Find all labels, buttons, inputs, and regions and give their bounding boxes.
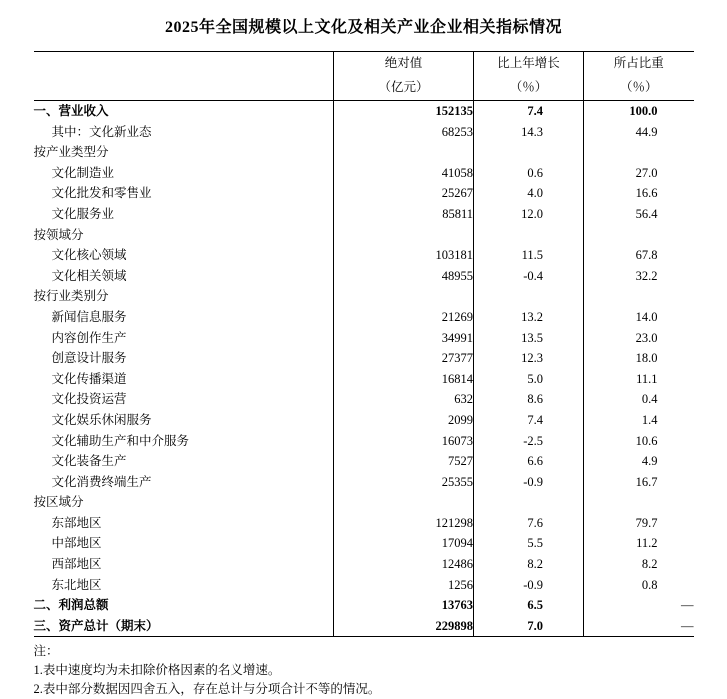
statistics-table <box>34 51 694 637</box>
table-row <box>34 616 694 637</box>
row-growth: 12.0 <box>474 204 584 225</box>
row-label: 新闻信息服务 <box>51 309 127 324</box>
table-row <box>34 225 694 246</box>
table-row <box>34 533 694 554</box>
row-absolute <box>334 286 474 307</box>
row-growth <box>474 492 584 513</box>
row-share: 100.0 <box>584 101 694 122</box>
row-absolute: 68253 <box>334 122 474 143</box>
table-row <box>34 245 694 266</box>
table-row <box>34 266 694 287</box>
row-label: 文化娱乐休闲服务 <box>51 412 152 427</box>
row-growth <box>474 286 584 307</box>
row-share <box>584 225 694 246</box>
header-absolute-value: 绝对值 <box>334 52 474 77</box>
row-absolute: 17094 <box>334 533 474 554</box>
row-growth: 11.5 <box>474 245 584 266</box>
row-growth: 4.0 <box>474 183 584 204</box>
table-row <box>34 389 694 410</box>
table-row <box>34 328 694 349</box>
row-absolute: 121298 <box>334 513 474 534</box>
row-growth: -0.4 <box>474 266 584 287</box>
header-absolute-unit: （亿元） <box>334 76 474 101</box>
row-share: 16.6 <box>584 183 694 204</box>
row-absolute: 21269 <box>334 307 474 328</box>
table-body <box>34 52 694 637</box>
row-label: 文化投资运营 <box>51 392 127 407</box>
notes-line-2: 2.表中部分数据因四舍五入，存在总计与分项合计不等的情况。 <box>33 682 381 697</box>
row-absolute: 12486 <box>334 554 474 575</box>
header-label-cell <box>34 52 334 77</box>
table-row <box>34 513 694 534</box>
row-share: 11.1 <box>584 369 694 390</box>
row-share: 44.9 <box>584 122 694 143</box>
table-row <box>34 410 694 431</box>
row-growth: 5.0 <box>474 369 584 390</box>
row-growth: 12.3 <box>474 348 584 369</box>
row-growth: 6.6 <box>474 451 584 472</box>
row-label: 文化服务业 <box>51 206 115 221</box>
row-share: 0.4 <box>584 389 694 410</box>
table-row <box>34 183 694 204</box>
row-share: 16.7 <box>584 472 694 493</box>
row-label: 文化制造业 <box>51 165 115 180</box>
row-label: 按领域分 <box>33 227 84 242</box>
row-share: 0.8 <box>584 575 694 596</box>
row-absolute: 25267 <box>334 183 474 204</box>
row-share: 32.2 <box>584 266 694 287</box>
row-label: 东北地区 <box>51 577 102 592</box>
header-share-unit: （％） <box>584 76 694 101</box>
table-row <box>34 286 694 307</box>
row-share: — <box>584 616 694 637</box>
row-growth: 7.4 <box>474 101 584 122</box>
notes-line-1: 1.表中速度均为未扣除价格因素的名义增速。 <box>33 663 281 678</box>
row-share <box>584 142 694 163</box>
table-row <box>34 451 694 472</box>
row-label: 东部地区 <box>51 515 102 530</box>
row-absolute: 85811 <box>334 204 474 225</box>
row-label: 文化相关领域 <box>51 268 127 283</box>
table-header-row-2 <box>34 76 694 101</box>
row-absolute: 632 <box>334 389 474 410</box>
header-growth-unit: （％） <box>474 76 584 101</box>
row-absolute: 16073 <box>334 431 474 452</box>
row-share: 23.0 <box>584 328 694 349</box>
row-label: 文化辅助生产和中介服务 <box>51 433 190 448</box>
table-notes <box>34 637 694 699</box>
row-share: 27.0 <box>584 163 694 184</box>
row-share <box>584 492 694 513</box>
row-share: 14.0 <box>584 307 694 328</box>
row-absolute: 27377 <box>334 348 474 369</box>
row-label: 二、利润总额 <box>33 598 109 613</box>
row-absolute: 34991 <box>334 328 474 349</box>
row-growth <box>474 225 584 246</box>
row-label: 文化传播渠道 <box>51 371 127 386</box>
row-label: 文化批发和零售业 <box>51 186 152 201</box>
row-share: 1.4 <box>584 410 694 431</box>
row-label: 中部地区 <box>51 536 102 551</box>
row-label: 内容创作生产 <box>51 330 127 345</box>
row-share: 67.8 <box>584 245 694 266</box>
row-growth <box>474 142 584 163</box>
table-row <box>34 575 694 596</box>
row-absolute: 103181 <box>334 245 474 266</box>
row-growth: 8.2 <box>474 554 584 575</box>
row-label: 一、营业收入 <box>33 104 109 118</box>
row-absolute: 229898 <box>334 616 474 637</box>
row-growth: -0.9 <box>474 575 584 596</box>
table-row <box>34 431 694 452</box>
row-label: 文化核心领域 <box>51 248 127 263</box>
row-growth: 7.0 <box>474 616 584 637</box>
row-label: 按行业类别分 <box>33 289 109 304</box>
table-row <box>34 307 694 328</box>
table-row <box>34 554 694 575</box>
notes-heading: 注： <box>33 644 59 659</box>
table-row <box>34 492 694 513</box>
row-absolute: 2099 <box>334 410 474 431</box>
row-label: 三、资产总计（期末） <box>34 616 334 637</box>
table-row <box>34 142 694 163</box>
row-absolute: 1256 <box>334 575 474 596</box>
row-growth: 13.2 <box>474 307 584 328</box>
row-share: — <box>584 595 694 616</box>
row-label: 其中：文化新业态 <box>51 124 152 139</box>
row-share: 10.6 <box>584 431 694 452</box>
row-absolute: 13763 <box>334 595 474 616</box>
row-share: 18.0 <box>584 348 694 369</box>
row-absolute: 25355 <box>334 472 474 493</box>
row-growth: 5.5 <box>474 533 584 554</box>
row-label: 按产业类型分 <box>33 145 109 160</box>
table-row <box>34 163 694 184</box>
row-share <box>584 286 694 307</box>
row-absolute <box>334 492 474 513</box>
table-row <box>34 101 694 122</box>
table-row <box>34 122 694 143</box>
table-row <box>34 595 694 616</box>
table-row <box>34 204 694 225</box>
row-share: 79.7 <box>584 513 694 534</box>
table-header-row-1 <box>34 52 694 77</box>
row-label: 文化装备生产 <box>51 454 127 469</box>
header-share: 所占比重 <box>584 52 694 77</box>
table-row <box>34 472 694 493</box>
header-growth: 比上年增长 <box>474 52 584 77</box>
row-growth: 13.5 <box>474 328 584 349</box>
row-growth: 8.6 <box>474 389 584 410</box>
row-label: 西部地区 <box>51 557 102 572</box>
row-growth: -2.5 <box>474 431 584 452</box>
row-label: 文化消费终端生产 <box>51 474 152 489</box>
row-growth: 0.6 <box>474 163 584 184</box>
table-row <box>34 348 694 369</box>
document-page <box>0 14 727 697</box>
row-absolute: 16814 <box>334 369 474 390</box>
row-absolute: 41058 <box>334 163 474 184</box>
row-absolute <box>334 225 474 246</box>
row-absolute: 48955 <box>334 266 474 287</box>
row-share: 11.2 <box>584 533 694 554</box>
row-share: 8.2 <box>584 554 694 575</box>
row-growth: 6.5 <box>474 595 584 616</box>
row-share: 4.9 <box>584 451 694 472</box>
row-absolute: 152135 <box>334 101 474 122</box>
row-share: 56.4 <box>584 204 694 225</box>
row-growth: 14.3 <box>474 122 584 143</box>
row-growth: 7.6 <box>474 513 584 534</box>
row-label: 创意设计服务 <box>51 351 127 366</box>
header-label-cell-2 <box>34 76 334 101</box>
page-title: 2025年全国规模以上文化及相关产业企业相关指标情况 <box>164 19 562 36</box>
row-label: 按区域分 <box>33 495 84 510</box>
row-growth: 7.4 <box>474 410 584 431</box>
row-absolute: 7527 <box>334 451 474 472</box>
row-absolute <box>334 142 474 163</box>
row-growth: -0.9 <box>474 472 584 493</box>
table-row <box>34 369 694 390</box>
